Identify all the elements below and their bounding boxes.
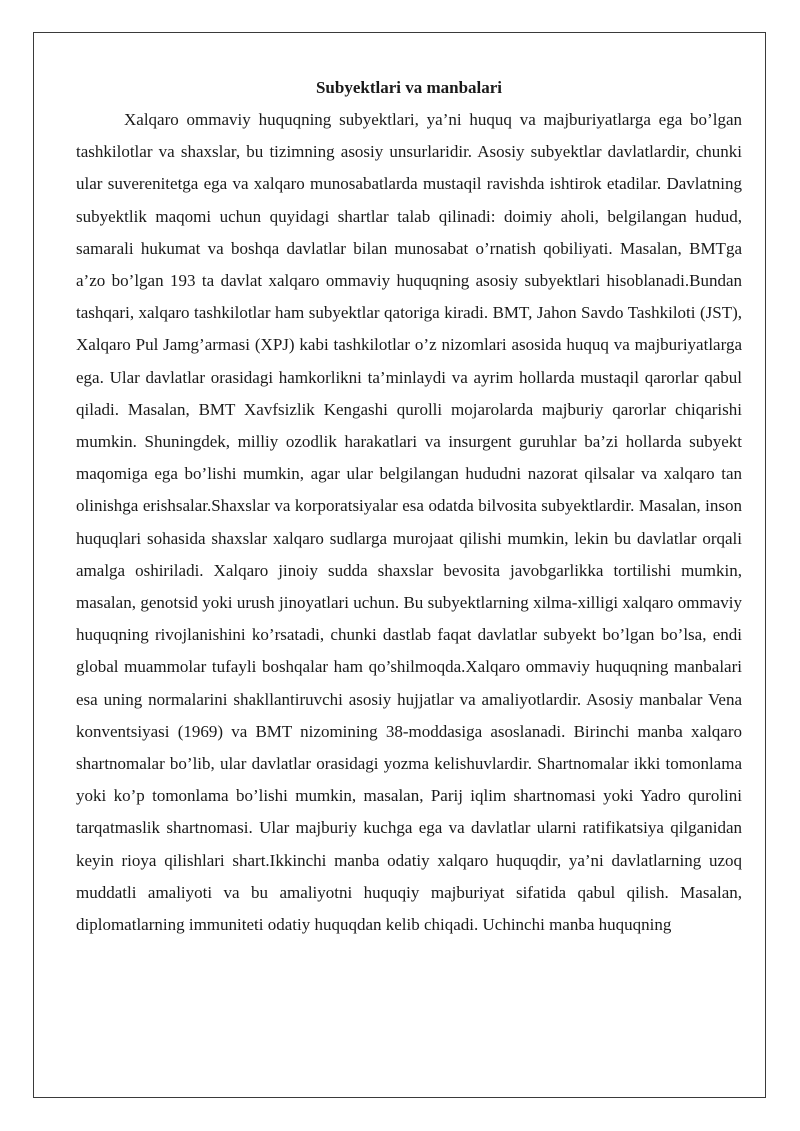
document-body: [76, 72, 742, 941]
body-paragraph: Xalqaro ommaviy huquqning subyektlari, ya’ni huquq va majburiyatlarga ega bo’lgan tashkilotlar va shaxslar, bu tizimning asosiy unsurlaridir. Asosiy subyektlar davlatlardir, chunki ular suverenitetga ega va xalqaro munosabatlarda mustaqil ravishda ishtirok etadilar. Davlatning subyektlik maqomi uchun quyidagi shartlar talab qilinadi: doimiy aholi, belgilangan hudud, samarali hukumat va boshqa davlatlar bilan munosabat o’rnatish qobiliyati. Masalan, BMTga a’zo bo’lgan 193 ta davlat xalqaro ommaviy huquqning asosiy subyektlari hisoblanadi.Bundan tashqari, xalqaro tashkilotlar ham subyektlar qatoriga kiradi. BMT, Jahon Savdo Tashkiloti (JST), Xalqaro Pul Jamg’armasi (XPJ) kabi tashkilotlar o’z nizomlari asosida huquq va majburiyatlarga ega. Ular davlatlar orasidagi hamkorlikni ta’minlaydi va ayrim hollarda mustaqil qarorlar qabul qiladi. Masalan, BMT Xavfsizlik Kengashi qurolli mojarolarda majburiy qarorlar chiqarishi mumkin. Shuningdek, milliy ozodlik harakatlari va insurgent guruhlar ba’zi hollarda subyekt maqomiga ega bo’lishi mumkin, agar ular belgilangan hududni nazorat qilsalar va xalqaro tan olinishga erishsalar.Shaxslar va korporatsiyalar esa odatda bilvosita subyektlardir. Masalan, inson huquqlari sohasida shaxslar xalqaro sudlarga murojaat qilishi mumkin, lekin bu davlatlar orqali amalga oshiriladi. Xalqaro jinoiy sudda shaxslar bevosita javobgarlikka tortilishi mumkin, masalan, genotsid yoki urush jinoyatlari uchun. Bu subyektlarning xilma-xilligi xalqaro ommaviy huquqning rivojlanishini ko’rsatadi, chunki dastlab faqat davlatlar subyekt bo’lgan bo’lsa, endi global muammolar tufayli boshqalar ham qo’shilmoqda.Xalqaro ommaviy huquqning manbalari esa uning normalarini shakllantiruvchi asosiy hujjatlar va amaliyotlardir. Asosiy manbalar Vena konventsiyasi (1969) va BMT nizomining 38-moddasiga asoslanadi. Birinchi manba xalqaro shartnomalar bo’lib, ular davlatlar orasidagi yozma kelishuvlardir. Shartnomalar ikki tomonlama yoki ko’p tomonlama bo’lishi mumkin, masalan, Parij iqlim shartnomasi yoki Yadro qurolini tarqatmaslik shartnomasi. Ular majburiy kuchga ega va davlatlar ularni ratifikatsiya qilganidan keyin rioya qilishlari shart.Ikkinchi manba odatiy xalqaro huquqdir, ya’ni davlatlarning uzoq muddatli amaliyoti va bu amaliyotni huquqiy majburiyat sifatida qabul qilish. Masalan, diplomatlarning immuniteti odatiy huquqdan kelib chiqadi. Uchinchi manba huquqning: [76, 110, 742, 935]
document-title: Subyektlari va manbalari: [315, 78, 503, 97]
